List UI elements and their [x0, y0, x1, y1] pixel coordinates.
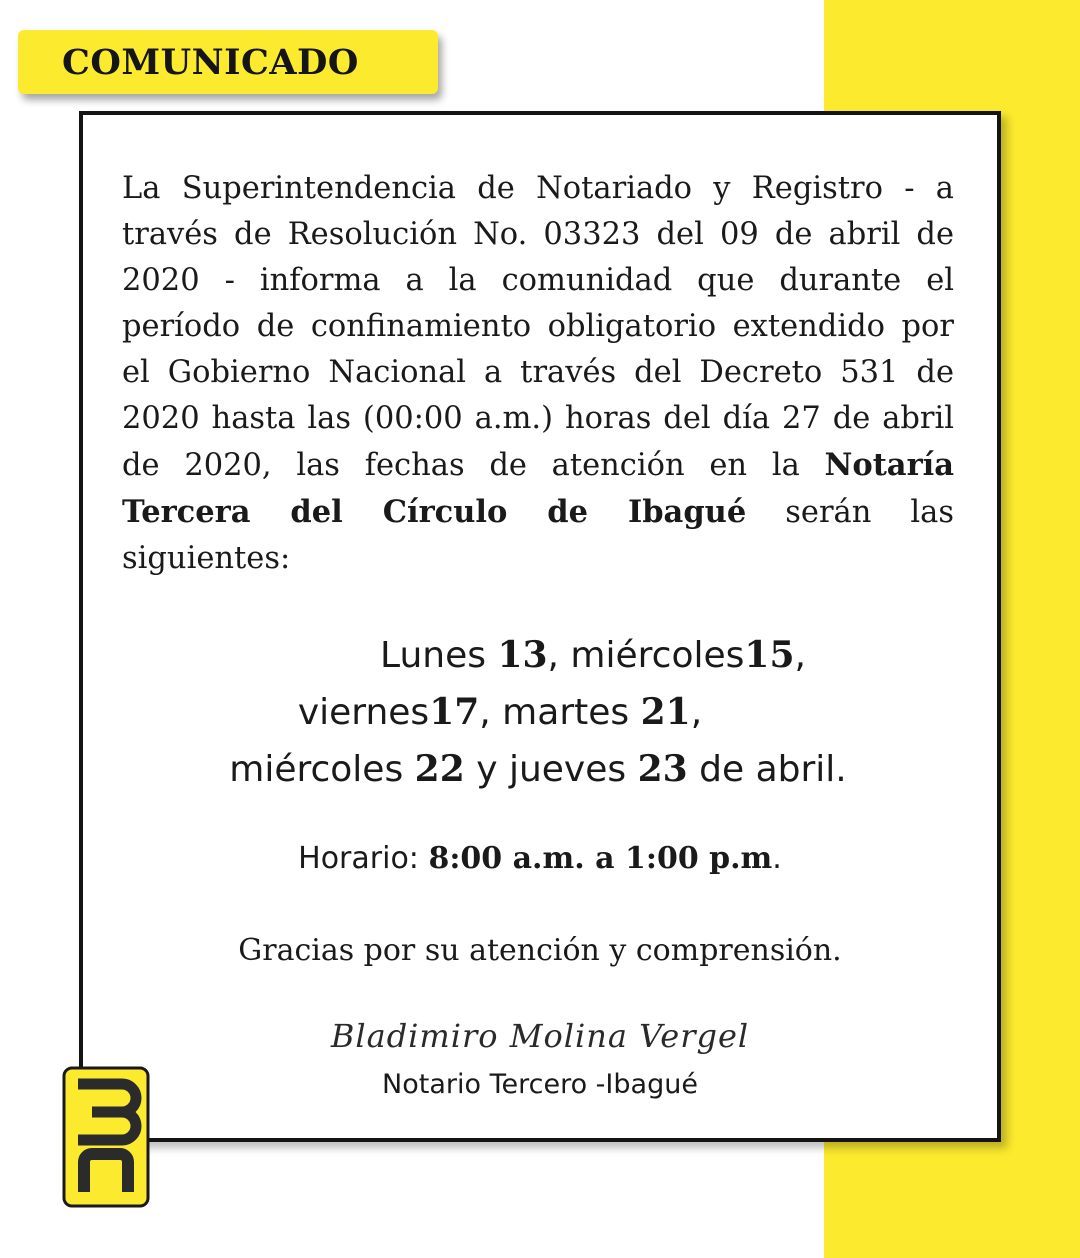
date-day-number: 17 [429, 691, 480, 733]
date-month: de abril. [687, 749, 847, 790]
intro-text-part1: La Superintendencia de Notariado y Registro - a través de Resolución No. 03323 del 09 de abril de 2020 - informa a la comunidad que durante el período de confinamiento obligatorio extendido por el Gobierno Nacional a través del Decreto 531 de 2020 hasta las (00:00 a.m.) horas del día 27 de abril de 2020, las fechas de atención en la [122, 171, 954, 483]
schedule-line [83, 837, 997, 881]
signature: Bladimiro Molina Vergel [330, 1017, 750, 1055]
notaria-name: Notaría Tercera del Círculo de Ibagué [122, 447, 954, 530]
date-day-name: , martes [479, 692, 641, 733]
comunicado-banner [18, 30, 438, 94]
date-day-name: , miércoles [547, 635, 745, 676]
date-day-name: viernes [297, 692, 430, 733]
page-title: COMUNICADO [62, 41, 359, 83]
date-day-number: 21 [640, 691, 691, 733]
date-separator: , [794, 635, 806, 676]
dates-line-2 [103, 684, 973, 741]
signer-title: Notario Tercero -Ibagué [382, 1069, 698, 1100]
date-day-number: 22 [414, 748, 465, 790]
date-day-number: 15 [744, 634, 795, 676]
announcement-card [79, 111, 1001, 1142]
dates-line-3 [103, 741, 973, 798]
dates-line-1 [103, 627, 973, 684]
intro-paragraph [122, 166, 954, 582]
intro-text-part2: serán las siguientes: [122, 495, 955, 576]
date-separator: , [690, 692, 703, 733]
thanks-message: Gracias por su atención y comprensión. [238, 933, 842, 968]
schedule-hours: 8:00 a.m. a 1:00 p.m [428, 841, 773, 876]
date-day-name: Lunes [380, 635, 498, 676]
notaria-3-logo-icon [62, 1066, 150, 1208]
date-day-number: 23 [637, 748, 688, 790]
date-day-name: miércoles [229, 749, 415, 790]
attention-dates [103, 627, 973, 798]
schedule-label: Horario: [298, 841, 429, 876]
date-day-number: 13 [497, 634, 548, 676]
schedule-end: . [772, 841, 782, 876]
date-day-name: y jueves [464, 749, 638, 790]
